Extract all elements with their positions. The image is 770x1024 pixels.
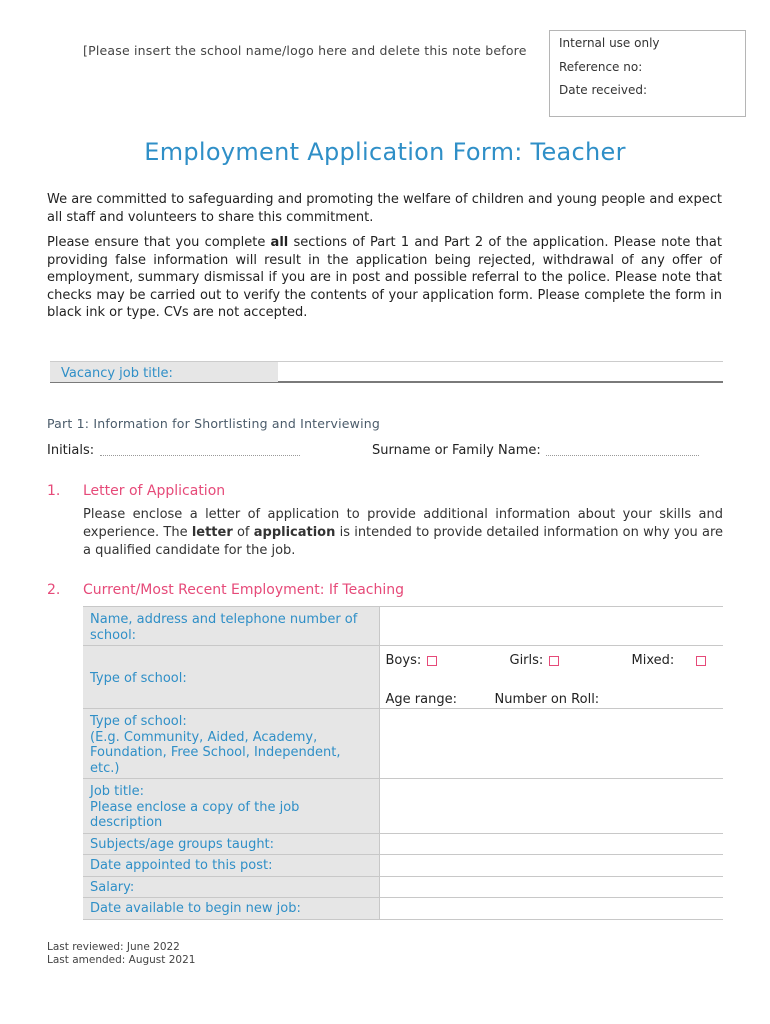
- section-1-text: of: [232, 525, 254, 540]
- girls-label: Girls:: [509, 653, 544, 668]
- job-title-line: Job title:: [90, 784, 144, 799]
- table-row: [83, 898, 723, 920]
- footer: [47, 941, 195, 966]
- school-type-options-wrap: [380, 646, 724, 708]
- section-1-emphasis: application: [253, 525, 336, 540]
- internal-use-title: Internal use only: [559, 36, 660, 50]
- subjects-label: Subjects/age groups taught:: [83, 833, 379, 855]
- page-title: Employment Application Form: Teacher: [144, 138, 626, 166]
- employment-table: [83, 606, 723, 920]
- school-name-label: Name, address and telephone number of school:: [83, 607, 379, 646]
- vacancy-job-title-label: Vacancy job title:: [50, 362, 278, 382]
- table-row: [83, 876, 723, 898]
- intro-paragraph-1: We are committed to safeguarding and promoting the welfare of children and young people and expect all staff and volunteers to share this commitment.: [47, 192, 722, 225]
- date-available-field[interactable]: [379, 898, 723, 920]
- table-row: [83, 833, 723, 855]
- school-type-detail-field[interactable]: [379, 709, 723, 779]
- mixed-label: Mixed:: [631, 653, 675, 668]
- vacancy-job-title-field[interactable]: [50, 361, 723, 383]
- section-2-title: Current/Most Recent Employment: If Teaching: [83, 582, 404, 598]
- table-row: [83, 855, 723, 877]
- table-row: [83, 607, 723, 646]
- salary-field[interactable]: [379, 876, 723, 898]
- table-row: [83, 646, 723, 709]
- initials-field[interactable]: [100, 455, 300, 456]
- internal-use-box: [549, 30, 746, 117]
- last-amended: Last amended: August 2021: [47, 953, 196, 966]
- school-logo-note: [Please insert the school name/logo here and delete this note before: [83, 43, 527, 58]
- initials-label: Initials:: [47, 443, 95, 458]
- girls-option[interactable]: [510, 653, 560, 669]
- intro-emphasis: all: [270, 235, 289, 250]
- section-1-text: Please enclose a letter of application to provide additional information about your skills and experience. The: [83, 507, 723, 540]
- job-title-label: [83, 779, 379, 834]
- part1-heading: Part 1: Information for Shortlisting and Interviewing: [47, 416, 381, 431]
- reference-no-label: Reference no:: [559, 59, 643, 74]
- section-2-number: 2.: [47, 582, 61, 598]
- section-1-title: Letter of Application: [83, 483, 226, 499]
- mixed-option[interactable]: [632, 653, 707, 669]
- school-name-field[interactable]: [379, 607, 723, 646]
- section-1-body: [83, 506, 723, 560]
- table-row: [83, 779, 723, 834]
- checkbox-icon[interactable]: [427, 656, 437, 666]
- surname-field[interactable]: [546, 455, 699, 456]
- school-type-label: Type of school:: [83, 646, 379, 709]
- date-appointed-field[interactable]: [379, 855, 723, 877]
- age-range-label: Age range:: [385, 692, 457, 707]
- boys-label: Boys:: [385, 653, 422, 668]
- salary-label: Salary:: [83, 876, 379, 898]
- job-title-field[interactable]: [379, 779, 723, 834]
- school-type-detail-example: (E.g. Community, Aided, Academy, Foundation, Free School, Independent, etc.): [90, 729, 341, 776]
- school-type-options: [379, 646, 723, 709]
- school-type-detail-line: Type of school:: [90, 714, 187, 729]
- surname-label: Surname or Family Name:: [372, 443, 541, 458]
- checkbox-icon[interactable]: [549, 656, 559, 666]
- intro-text: Please ensure that you complete: [47, 235, 271, 250]
- date-received-label: Date received:: [559, 83, 648, 97]
- section-1-number: 1.: [47, 483, 61, 499]
- section-1-text: is intended to provide detailed information on why you are a qualified candidate for the job.: [83, 525, 724, 558]
- job-description-note: Please enclose a copy of the job description: [90, 799, 300, 830]
- subjects-field[interactable]: [379, 833, 723, 855]
- table-row: [83, 709, 723, 779]
- date-appointed-label: Date appointed to this post:: [83, 855, 379, 877]
- number-on-roll-label: Number on Roll:: [494, 692, 600, 707]
- section-1-emphasis: letter: [191, 525, 233, 540]
- school-type-detail-label: [83, 709, 379, 779]
- checkbox-icon[interactable]: [696, 656, 706, 666]
- boys-option[interactable]: [386, 653, 438, 669]
- intro-text: sections of Part 1 and Part 2 of the application. Please note that providing false information will result in the application being rejected, withdrawal of any offer of employment, summary dismissal if you are in post and possible referral to the police. Please note that checks may be carried out to verify the contents of your application form. Please complete the form in black ink or type. CVs are not accepted.: [47, 235, 722, 320]
- intro-paragraph-2: [47, 234, 722, 322]
- last-reviewed: Last reviewed: June 2022: [47, 941, 180, 953]
- date-available-label: Date available to begin new job:: [83, 898, 379, 920]
